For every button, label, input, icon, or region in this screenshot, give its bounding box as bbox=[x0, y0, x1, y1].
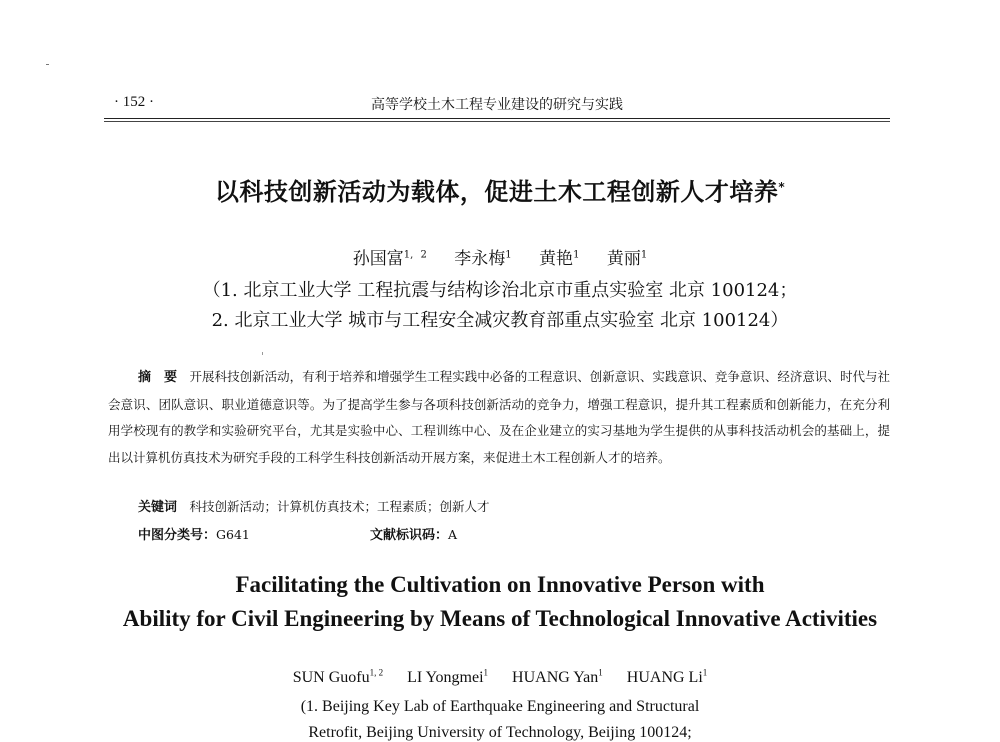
keywords-label: 关键词 bbox=[138, 500, 178, 515]
keywords-text: 科技创新活动；计算机仿真技术；工程素质；创新人才 bbox=[189, 499, 490, 514]
chinese-affiliation-2: 2. 北京工业大学 城市与工程安全减灾教育部重点实验室 北京 100124） bbox=[211, 310, 789, 331]
author-name: 黄丽 bbox=[606, 249, 641, 269]
author-name: 孙国富 bbox=[352, 249, 404, 269]
author-name: SUN Guofu bbox=[292, 669, 370, 687]
author bbox=[293, 669, 383, 686]
chinese-title bbox=[0, 172, 1000, 207]
author bbox=[607, 249, 647, 269]
author-name: HUANG Yan bbox=[512, 669, 599, 687]
doc-label: 文献标识码： bbox=[370, 528, 449, 543]
author bbox=[454, 249, 511, 269]
clc-label: 中图分类号： bbox=[138, 528, 217, 543]
chinese-authors bbox=[0, 244, 1000, 269]
doc-value: A bbox=[448, 527, 458, 542]
chinese-title-text: 以科技创新活动为载体，促进土木工程创新人才培养 bbox=[214, 178, 779, 206]
author-affil-mark: 1 bbox=[702, 668, 708, 678]
author-name: LI Yongmei bbox=[407, 669, 484, 687]
author bbox=[353, 249, 427, 269]
page-number: · 152 · bbox=[114, 94, 154, 110]
english-affiliation-line-1: (1. Beijing Key Lab of Earthquake Engineering and Structural bbox=[300, 698, 700, 715]
title-footnote-mark: * bbox=[778, 180, 786, 194]
author bbox=[627, 669, 708, 686]
header-rule-thin bbox=[104, 121, 890, 122]
journal-title: 高等学校土木工程专业建设的研究与实践 bbox=[371, 97, 623, 113]
author-affil-mark: 1 bbox=[640, 249, 648, 261]
running-header bbox=[104, 92, 890, 116]
abstract-text: 开展科技创新活动，有利于培养和增强学生工程实践中必备的工程意识、创新意识、实践意识、竞争意识、经济意识、时代与社会意识、团队意识、职业道德意识等。为了提高学生参与各项科技创新活动的竞争力，增强工程意识，提升其工程素质和创新能力，在充分利用学校现有的教学和实验研究平台，尤其是实验中心、工程训练中心、及在企业建立的实习基地为学生提供的从事科技活动机会的基础上，提出以计算机仿真技术为研究手段的工科学生科技创新活动开展方案，来促进土木工程创新人才的培养。 bbox=[108, 369, 890, 465]
author-name: 李永梅 bbox=[454, 249, 506, 269]
author-affil-mark: 1 bbox=[483, 668, 489, 678]
author bbox=[539, 249, 579, 269]
header-rule bbox=[104, 118, 890, 119]
classification-row bbox=[138, 524, 738, 543]
author-affil-mark: 1, 2 bbox=[403, 249, 427, 261]
chinese-affiliation-1: （1. 北京工业大学 工程抗震与结构诊治北京市重点实验室 北京 100124； bbox=[202, 280, 798, 301]
author-affil-mark: 1 bbox=[598, 668, 603, 678]
author-name: HUANG Li bbox=[626, 669, 703, 687]
abstract-label: 摘 要 bbox=[138, 370, 178, 385]
doc-code bbox=[370, 524, 457, 543]
scan-speck bbox=[46, 64, 49, 65]
chinese-abstract bbox=[108, 364, 890, 471]
english-title-line-1: Facilitating the Cultivation on Innovative Person with bbox=[235, 572, 765, 597]
author bbox=[512, 669, 603, 686]
author bbox=[407, 669, 488, 686]
author-name: 黄艳 bbox=[539, 249, 574, 269]
english-affiliation-line-2: Retrofit, Beijing University of Technology, Beijing 100124; bbox=[308, 724, 692, 741]
author-affil-mark: 1, 2 bbox=[369, 668, 384, 678]
english-title-line-2: Ability for Civil Engineering by Means of Technological Innovative Activities bbox=[122, 606, 878, 631]
keywords-row bbox=[138, 496, 490, 515]
scan-speck bbox=[262, 352, 263, 355]
author-affil-mark: 1 bbox=[505, 249, 512, 261]
clc-value: G641 bbox=[216, 527, 250, 542]
english-authors bbox=[0, 668, 1000, 687]
author-affil-mark: 1 bbox=[573, 249, 580, 261]
